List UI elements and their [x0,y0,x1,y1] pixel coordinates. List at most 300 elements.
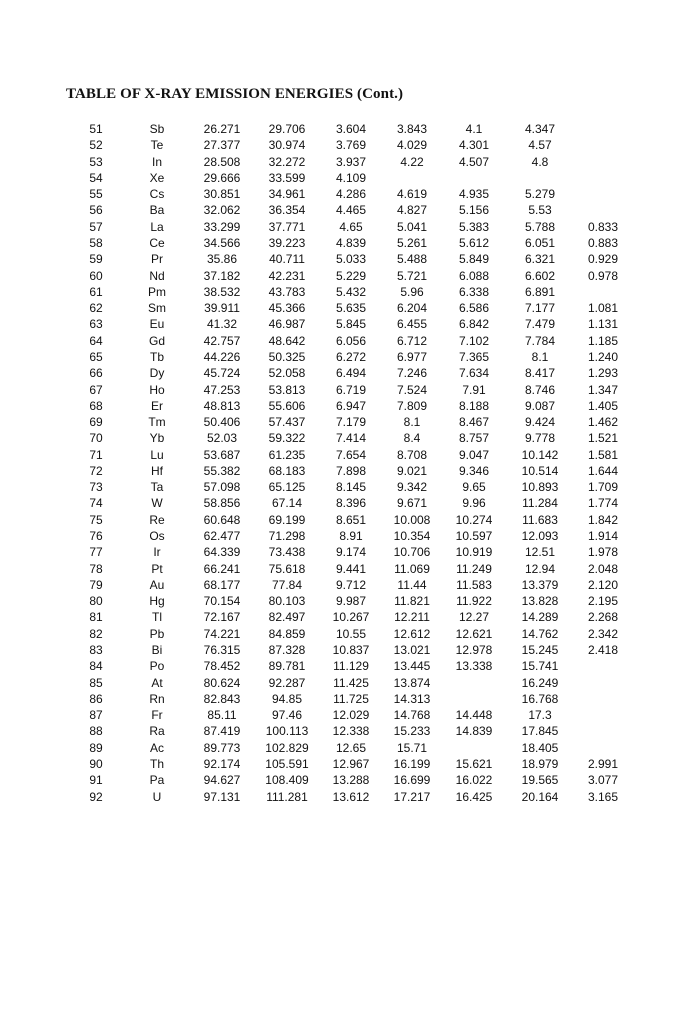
energy-col-5-cell: 7.102 [458,333,490,348]
energy-col-5-cell: 4.935 [458,187,490,202]
emission-energy-table [0,121,699,805]
energy-col-3-cell: 10.267 [332,610,370,625]
atomic-number-cell: 51 [89,122,103,136]
energy-col-2-cell: 42.231 [268,268,306,283]
energy-col-3-cell: 5.635 [335,301,367,316]
atomic-number-cell: 68 [89,398,103,413]
energy-col-1-cell: 27.377 [203,138,241,153]
energy-col-1-cell: 42.757 [203,333,241,348]
energy-col-4-cell: 14.313 [393,691,431,706]
energy-col-3-cell: 6.719 [335,382,367,397]
energy-col-2-cell: 87.328 [268,643,306,657]
energy-col-1-cell: 32.062 [203,203,241,218]
atomic-number-cell: 91 [89,773,103,788]
atomic-number-cell: 87 [89,708,103,723]
element-symbol-cell: Pt [151,561,163,576]
energy-col-4-cell: 13.445 [393,659,431,674]
table-row [0,479,699,495]
energy-col-6-cell: 18.405 [521,740,559,755]
element-symbol-cell: In [151,154,162,169]
element-symbol-cell: Ho [149,382,165,397]
energy-col-3-cell: 12.338 [332,724,370,739]
energy-col-5-cell: 9.96 [462,496,486,511]
energy-col-2-cell: 37.771 [268,219,306,234]
element-symbol-cell: Dy [149,366,165,381]
table-row [0,202,699,218]
energy-col-4-cell: 13.874 [393,675,431,690]
energy-col-6-cell: 8.746 [524,382,556,397]
energy-col-1-cell: 30.851 [203,187,241,202]
energy-col-6-cell: 15.741 [521,659,559,674]
energy-col-2-cell: 80.103 [268,594,306,609]
table-row [0,333,699,349]
element-symbol-cell: Xe [149,170,165,185]
energy-col-3-cell: 9.441 [335,561,367,576]
energy-col-2-cell: 71.298 [268,529,306,544]
atomic-number-cell: 89 [89,740,103,755]
energy-col-5-cell: 5.612 [458,235,490,250]
energy-col-6-cell: 8.417 [524,366,556,381]
energy-col-2-cell: 105.591 [265,756,309,771]
atomic-number-cell: 76 [89,529,103,544]
atomic-number-cell: 59 [89,252,103,267]
atomic-number-cell: 66 [89,366,103,381]
atomic-number-cell: 79 [89,577,103,592]
energy-col-7-cell: 0.978 [587,268,619,283]
energy-col-6-cell: 17.3 [528,708,552,723]
table-row [0,577,699,593]
table-row [0,300,699,316]
element-symbol-cell: Pa [149,773,165,788]
energy-col-5-cell: 12.27 [458,610,490,625]
energy-col-6-cell: 7.784 [524,333,556,348]
energy-col-7-cell: 1.131 [587,317,619,332]
table-row [0,137,699,153]
energy-col-6-cell: 9.778 [524,431,556,446]
energy-col-3-cell: 6.494 [335,366,367,381]
energy-col-6-cell: 14.289 [521,610,559,625]
energy-col-1-cell: 94.627 [203,773,241,788]
energy-col-4-cell: 10.706 [393,545,431,560]
energy-col-2-cell: 67.14 [271,496,303,511]
energy-col-3-cell: 4.65 [339,219,363,234]
energy-col-2-cell: 82.497 [268,610,306,625]
table-row [0,268,699,284]
energy-col-6-cell: 10.893 [521,480,559,495]
energy-col-7-cell: 1.081 [587,301,619,316]
element-symbol-cell: Ce [149,235,165,250]
energy-col-6-cell: 6.051 [524,235,556,250]
table-row [0,675,699,691]
energy-col-2-cell: 65.125 [268,480,306,495]
energy-col-5-cell: 5.849 [458,252,490,267]
energy-col-5-cell: 8.467 [458,415,490,430]
energy-col-1-cell: 53.687 [203,447,241,462]
energy-col-3-cell: 5.845 [335,317,367,332]
energy-col-2-cell: 59.322 [268,431,306,446]
element-symbol-cell: La [150,219,164,234]
element-symbol-cell: Hg [149,594,165,609]
energy-col-4-cell: 7.524 [396,382,428,397]
energy-col-7-cell: 1.405 [587,398,619,413]
energy-col-2-cell: 108.409 [265,773,309,788]
table-row [0,544,699,560]
element-symbol-cell: Tl [152,610,162,625]
atomic-number-cell: 77 [89,545,103,560]
element-symbol-cell: Eu [149,317,165,332]
energy-col-3-cell: 10.837 [332,643,370,657]
element-symbol-cell: Ir [153,545,161,560]
energy-col-4-cell: 5.488 [396,252,428,267]
energy-col-5-cell: 6.586 [458,301,490,316]
energy-col-6-cell: 13.379 [521,577,559,592]
energy-col-1-cell: 58.856 [203,496,241,511]
table-row [0,235,699,251]
element-symbol-cell: Re [149,512,165,527]
table-row [0,463,699,479]
energy-col-7-cell: 1.709 [587,480,619,495]
energy-col-1-cell: 48.813 [203,398,241,413]
energy-col-2-cell: 111.281 [266,789,308,804]
energy-col-6-cell: 5.53 [528,203,552,218]
table-row [0,284,699,300]
energy-col-5-cell: 14.839 [455,724,493,739]
energy-col-2-cell: 53.813 [268,382,306,397]
energy-col-4-cell: 6.977 [396,349,428,364]
table-row [0,593,699,609]
energy-col-1-cell: 72.167 [203,610,241,625]
energy-col-3-cell: 7.414 [335,431,367,446]
element-symbol-cell: Po [149,659,165,674]
atomic-number-cell: 86 [89,691,103,706]
energy-col-1-cell: 50.406 [203,415,241,430]
energy-col-4-cell: 4.827 [396,203,428,218]
energy-col-3-cell: 8.91 [339,529,363,544]
energy-col-5-cell: 9.346 [458,463,490,478]
element-symbol-cell: Te [150,138,164,153]
energy-col-3-cell: 11.725 [333,691,369,706]
energy-col-1-cell: 55.382 [203,463,241,478]
energy-col-2-cell: 102.829 [265,740,309,755]
energy-col-6-cell: 9.424 [524,415,556,430]
energy-col-6-cell: 8.1 [531,349,549,364]
element-symbol-cell: Rn [149,691,165,706]
table-row [0,398,699,414]
element-symbol-cell: Tm [148,415,166,430]
energy-col-5-cell: 4.507 [458,154,490,169]
energy-col-1-cell: 76.315 [203,643,241,657]
energy-col-4-cell: 5.041 [396,219,428,234]
atomic-number-cell: 90 [89,756,103,771]
table-row [0,756,699,772]
energy-col-5-cell: 6.088 [458,268,490,283]
energy-col-2-cell: 52.058 [268,366,306,381]
energy-col-3-cell: 9.174 [335,545,367,560]
energy-col-4-cell: 10.008 [393,512,431,527]
energy-col-4-cell: 11.821 [394,594,430,609]
energy-col-5-cell: 10.274 [455,512,493,527]
energy-col-3-cell: 8.145 [335,480,367,495]
energy-col-3-cell: 5.229 [335,268,367,283]
energy-col-5-cell: 5.156 [458,203,490,218]
energy-col-4-cell: 9.342 [396,480,428,495]
energy-col-3-cell: 6.056 [335,333,367,348]
energy-col-5-cell: 6.842 [458,317,490,332]
energy-col-6-cell: 16.768 [521,691,559,706]
energy-col-4-cell: 11.069 [394,561,430,576]
table-row [0,691,699,707]
table-row [0,512,699,528]
energy-col-2-cell: 29.706 [268,122,306,136]
element-symbol-cell: Tb [149,349,164,364]
energy-col-4-cell: 8.4 [403,431,421,446]
energy-col-6-cell: 5.788 [524,219,556,234]
energy-col-2-cell: 32.272 [268,154,306,169]
energy-col-2-cell: 36.354 [268,203,306,218]
energy-col-7-cell: 2.195 [587,594,619,609]
energy-col-3-cell: 12.029 [332,708,370,723]
table-row [0,723,699,739]
element-symbol-cell: Gd [148,333,165,348]
energy-col-3-cell: 7.179 [335,415,367,430]
energy-col-5-cell: 8.188 [458,398,490,413]
energy-col-1-cell: 37.182 [203,268,241,283]
energy-col-6-cell: 6.891 [524,284,556,299]
energy-col-7-cell: 1.774 [587,496,619,511]
element-symbol-cell: Fr [151,708,163,723]
energy-col-3-cell: 10.55 [335,626,367,641]
energy-col-2-cell: 100.113 [265,724,309,739]
energy-col-5-cell: 9.047 [458,447,490,462]
energy-col-4-cell: 10.354 [393,529,431,544]
energy-col-7-cell: 1.521 [587,431,619,446]
energy-col-5-cell: 4.1 [465,122,483,136]
atomic-number-cell: 92 [89,789,103,804]
energy-col-4-cell: 16.699 [393,773,431,788]
energy-col-7-cell: 0.883 [587,235,619,250]
table-row [0,365,699,381]
element-symbol-cell: Ra [149,724,165,739]
energy-col-2-cell: 92.287 [268,675,306,690]
energy-col-3-cell: 3.937 [335,154,367,169]
atomic-number-cell: 73 [89,480,103,495]
energy-col-3-cell: 5.432 [335,284,367,299]
energy-col-1-cell: 57.098 [203,480,241,495]
energy-col-6-cell: 10.142 [521,447,559,462]
energy-col-1-cell: 45.724 [203,366,241,381]
energy-col-1-cell: 39.911 [204,301,240,316]
energy-col-6-cell: 11.284 [522,496,558,511]
energy-col-2-cell: 69.199 [268,512,306,527]
energy-col-5-cell: 15.621 [455,756,493,771]
energy-col-6-cell: 16.249 [521,675,559,690]
energy-col-7-cell: 1.462 [587,415,619,430]
energy-col-7-cell: 3.077 [587,773,619,788]
energy-col-1-cell: 38.532 [203,284,241,299]
energy-col-3-cell: 13.612 [332,789,370,804]
element-symbol-cell: Ba [149,203,165,218]
energy-col-5-cell: 16.022 [455,773,493,788]
energy-col-7-cell: 0.929 [587,252,619,267]
element-symbol-cell: Yb [149,431,165,446]
energy-col-1-cell: 29.666 [203,170,241,185]
energy-col-1-cell: 26.271 [203,122,241,136]
energy-col-6-cell: 12.94 [524,561,556,576]
energy-col-5-cell: 14.448 [455,708,493,723]
element-symbol-cell: Ac [149,740,164,755]
atomic-number-cell: 64 [89,333,103,348]
table-row [0,170,699,186]
table-row [0,186,699,202]
energy-col-3-cell: 11.129 [333,659,369,674]
energy-col-1-cell: 70.154 [203,594,241,609]
energy-col-4-cell: 5.261 [396,235,428,250]
atomic-number-cell: 56 [89,203,103,218]
table-row [0,316,699,332]
energy-col-4-cell: 12.612 [393,626,431,641]
table-row [0,251,699,267]
atomic-number-cell: 55 [89,187,103,202]
table-row [0,609,699,625]
atomic-number-cell: 80 [89,594,103,609]
energy-col-4-cell: 3.843 [396,122,428,136]
energy-col-3-cell: 8.651 [335,512,367,527]
energy-col-7-cell: 2.048 [587,561,619,576]
element-symbol-cell: Nd [149,268,165,283]
energy-col-2-cell: 34.961 [268,187,306,202]
energy-col-3-cell: 9.712 [335,577,367,592]
atomic-number-cell: 78 [89,561,103,576]
energy-col-7-cell: 1.293 [587,366,619,381]
energy-col-3-cell: 4.465 [335,203,367,218]
element-symbol-cell: Bi [151,643,163,657]
energy-col-2-cell: 40.711 [269,252,305,267]
energy-col-6-cell: 5.279 [524,187,556,202]
energy-col-4-cell: 6.712 [396,333,428,348]
energy-col-1-cell: 62.477 [203,529,241,544]
energy-col-1-cell: 78.452 [203,659,241,674]
atomic-number-cell: 85 [89,675,103,690]
energy-col-4-cell: 12.211 [394,610,430,625]
energy-col-6-cell: 12.51 [524,545,556,560]
element-symbol-cell: Th [149,756,164,771]
element-symbol-cell: Er [151,398,163,413]
element-symbol-cell: Lu [150,447,164,462]
energy-col-6-cell: 13.828 [521,594,559,609]
energy-col-6-cell: 6.602 [524,268,556,283]
energy-col-6-cell: 4.57 [528,138,552,153]
atomic-number-cell: 65 [89,349,103,364]
element-symbol-cell: Sm [148,301,166,316]
energy-col-3-cell: 13.288 [332,773,370,788]
energy-col-4-cell: 9.671 [396,496,428,511]
energy-col-1-cell: 35.86 [206,252,238,267]
energy-col-1-cell: 64.339 [203,545,241,560]
table-title: TABLE OF X-RAY EMISSION ENERGIES (Cont.) [66,86,404,102]
energy-col-2-cell: 46.987 [268,317,306,332]
atomic-number-cell: 67 [89,382,103,397]
energy-col-1-cell: 47.253 [203,382,241,397]
energy-col-3-cell: 4.109 [335,170,367,185]
energy-col-1-cell: 85.11 [207,708,237,723]
energy-col-2-cell: 77.84 [271,577,303,592]
energy-col-4-cell: 9.021 [396,463,428,478]
energy-col-7-cell: 1.914 [587,529,619,544]
energy-col-6-cell: 12.093 [521,529,559,544]
table-row [0,219,699,235]
energy-col-1-cell: 97.131 [203,789,241,804]
atomic-number-cell: 60 [89,268,103,283]
energy-col-1-cell: 89.773 [203,740,241,755]
table-row [0,658,699,674]
energy-col-5-cell: 13.338 [455,659,493,674]
table-row [0,430,699,446]
energy-col-1-cell: 33.299 [203,219,241,234]
energy-col-5-cell: 12.621 [455,626,493,641]
energy-col-7-cell: 0.833 [587,219,619,234]
energy-col-4-cell: 8.1 [403,415,421,430]
energy-col-5-cell: 7.91 [462,382,486,397]
table-row [0,447,699,463]
energy-col-3-cell: 4.286 [335,187,367,202]
atomic-number-cell: 83 [89,643,103,657]
atomic-number-cell: 72 [89,463,103,478]
table-row [0,495,699,511]
table-row [0,740,699,756]
element-symbol-cell: Ta [150,480,164,495]
energy-col-6-cell: 11.683 [522,512,558,527]
energy-col-2-cell: 43.783 [268,284,306,299]
atomic-number-cell: 62 [89,301,103,316]
energy-col-6-cell: 17.845 [521,724,559,739]
atomic-number-cell: 74 [89,496,103,511]
energy-col-6-cell: 20.164 [521,789,559,804]
energy-col-2-cell: 84.859 [268,626,306,641]
energy-col-4-cell: 6.455 [396,317,428,332]
energy-col-1-cell: 41.32 [206,317,238,332]
energy-col-4-cell: 4.029 [396,138,428,153]
energy-col-5-cell: 11.249 [456,561,492,576]
energy-col-2-cell: 89.781 [268,659,306,674]
energy-col-1-cell: 87.419 [203,724,241,739]
energy-col-2-cell: 39.223 [268,235,306,250]
atomic-number-cell: 58 [89,235,103,250]
atomic-number-cell: 53 [89,154,103,169]
energy-col-4-cell: 8.708 [396,447,428,462]
energy-col-4-cell: 14.768 [393,708,431,723]
energy-col-7-cell: 1.581 [587,447,619,462]
energy-col-6-cell: 4.8 [531,154,549,169]
energy-col-7-cell: 2.268 [587,610,619,625]
energy-col-4-cell: 16.199 [393,756,431,771]
energy-col-1-cell: 28.508 [203,154,241,169]
table-row [0,772,699,788]
element-symbol-cell: Pr [151,252,163,267]
energy-col-2-cell: 30.974 [268,138,306,153]
energy-col-5-cell: 12.978 [455,643,493,657]
energy-col-1-cell: 68.177 [203,577,241,592]
energy-col-6-cell: 7.177 [524,301,556,316]
energy-col-5-cell: 7.365 [458,349,490,364]
energy-col-5-cell: 5.383 [458,219,490,234]
atomic-number-cell: 82 [89,626,103,641]
atomic-number-cell: 57 [89,219,103,234]
energy-col-3-cell: 7.654 [335,447,367,462]
energy-col-5-cell: 8.757 [458,431,490,446]
energy-col-1-cell: 80.624 [203,675,241,690]
energy-col-6-cell: 14.762 [521,626,559,641]
energy-col-1-cell: 60.648 [203,512,241,527]
